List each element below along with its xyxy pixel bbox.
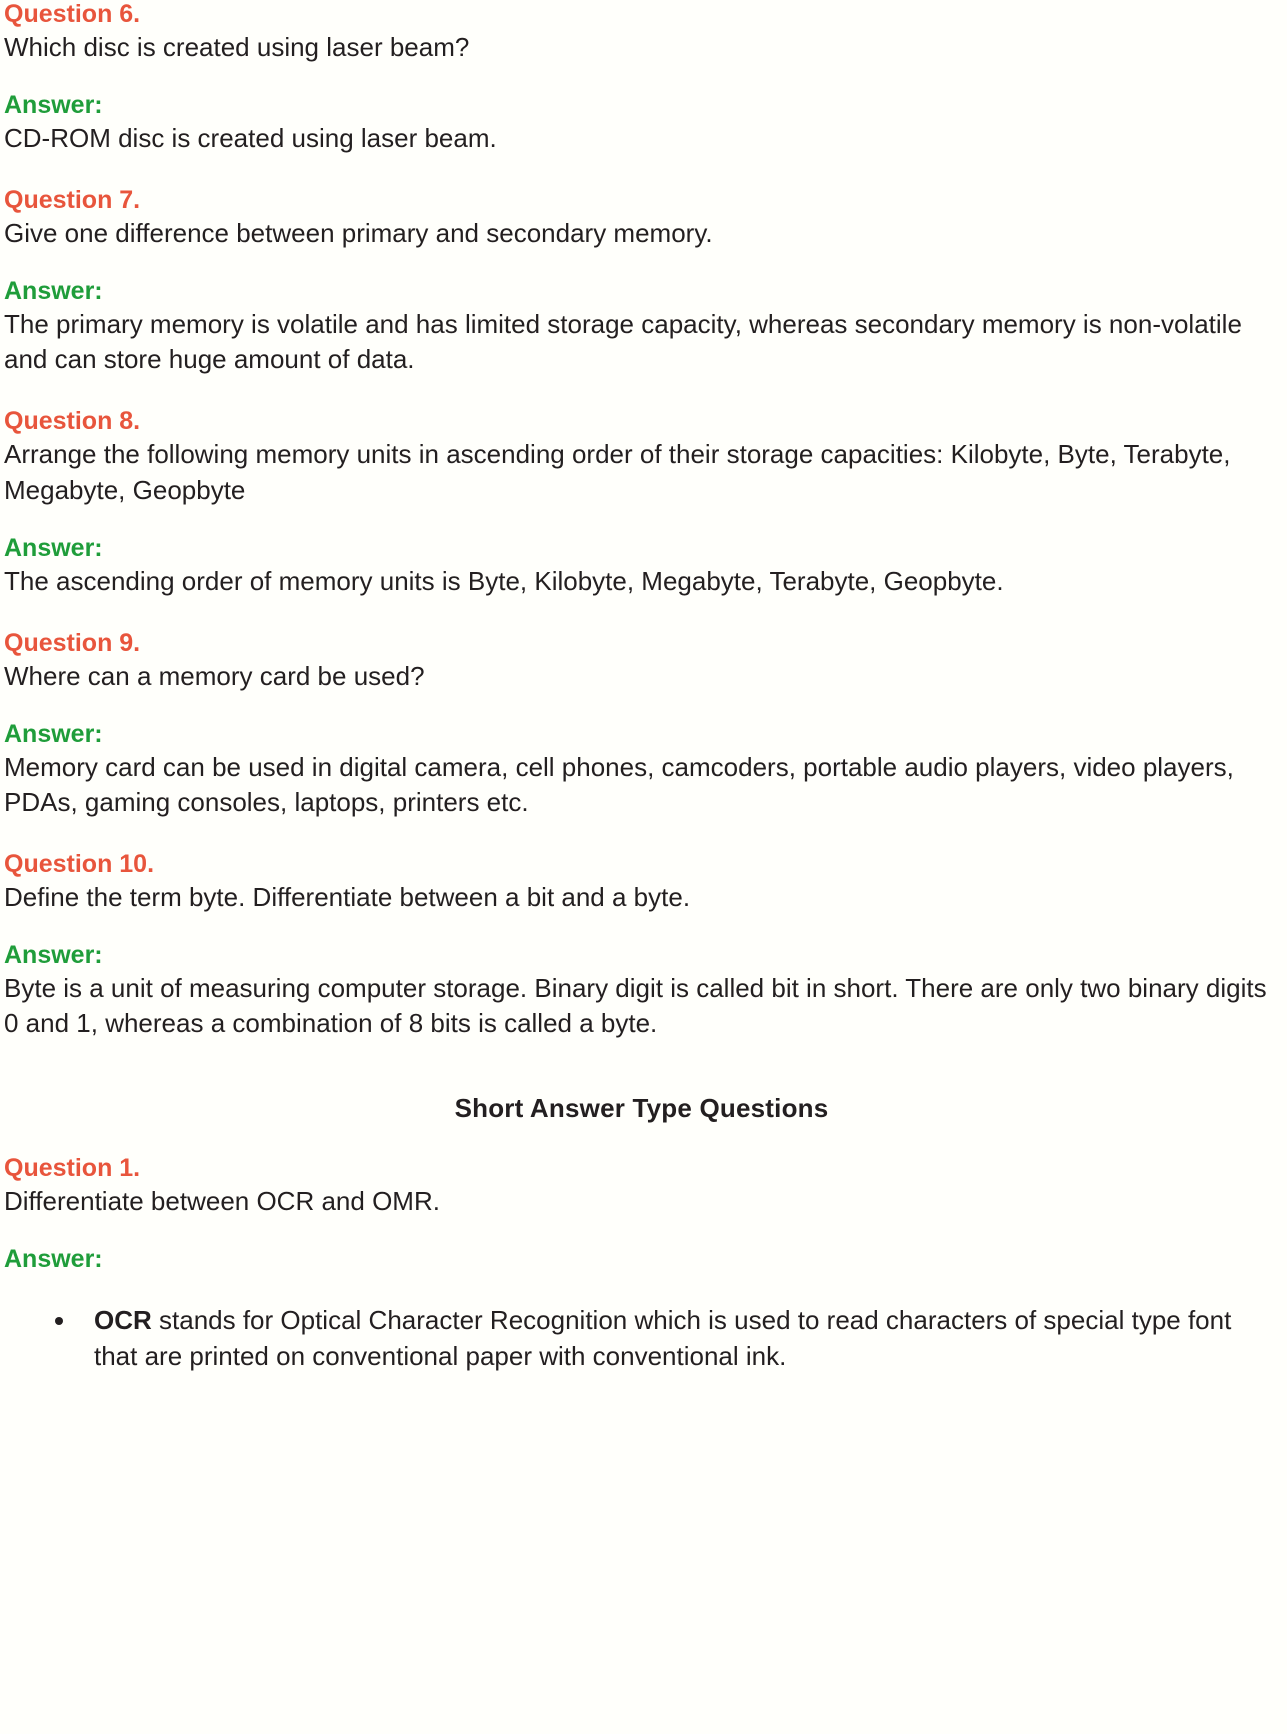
answer-label: Answer: — [4, 941, 103, 970]
question-label: Question 1. — [4, 1154, 141, 1183]
list-item — [78, 1303, 1279, 1373]
answer-label: Answer: — [4, 1245, 103, 1274]
question-label: Question 8. — [4, 407, 141, 436]
answer-text: CD-ROM disc is created using laser beam. — [4, 123, 497, 154]
qa-block-2 — [4, 186, 1279, 377]
answer-text: The primary memory is volatile and has limited storage capacity, whereas secondary memory is non-volatile and can store huge amount of data. — [4, 309, 1242, 375]
question-text: Which disc is created using laser beam? — [4, 32, 470, 62]
answer-label: Answer: — [4, 277, 103, 306]
bullet-text: stands for Optical Character Recognition which is used to read characters of special type font that are printed on conventional paper with conventional ink. — [94, 1305, 1232, 1371]
question-label: Question 6. — [4, 0, 141, 28]
question-text: Arrange the following memory units in ascending order of their storage capacities: Kilobyte, Byte, Terabyte, Megabyte, Geopbyte — [4, 439, 1231, 505]
section-heading: Short Answer Type Questions — [454, 1093, 829, 1124]
qa-block-5 — [4, 850, 1279, 1041]
answer-text: Byte is a unit of measuring computer storage. Binary digit is called bit in short. There are only two binary digits 0 and 1, whereas a combination of 8 bits is called a byte. — [4, 973, 1267, 1039]
question-label: Question 10. — [4, 850, 155, 879]
question-text: Define the term byte. Differentiate between a bit and a byte. — [4, 882, 691, 913]
qa-block-4 — [4, 629, 1279, 820]
answer-bullet-list — [4, 1303, 1279, 1373]
qa-block-3 — [4, 407, 1279, 598]
question-text: Differentiate between OCR and OMR. — [4, 1186, 440, 1217]
answer-label: Answer: — [4, 533, 103, 562]
bullet-term: OCR — [94, 1305, 152, 1336]
qa-block-1 — [4, 0, 1279, 156]
question-text: Where can a memory card be used? — [4, 660, 425, 691]
answer-text: The ascending order of memory units is Byte, Kilobyte, Megabyte, Terabyte, Geopbyte. — [4, 565, 1004, 596]
answer-label: Answer: — [4, 91, 103, 120]
qa-block-short-1 — [4, 1154, 1279, 1373]
answer-label: Answer: — [4, 719, 103, 748]
answer-text: Memory card can be used in digital camera, cell phones, camcoders, portable audio players, video players, PDAs, gaming consoles, laptops, printers etc. — [4, 751, 1234, 817]
question-label: Question 9. — [4, 628, 141, 657]
question-label: Question 7. — [4, 186, 141, 215]
question-text: Give one difference between primary and secondary memory. — [4, 218, 713, 249]
